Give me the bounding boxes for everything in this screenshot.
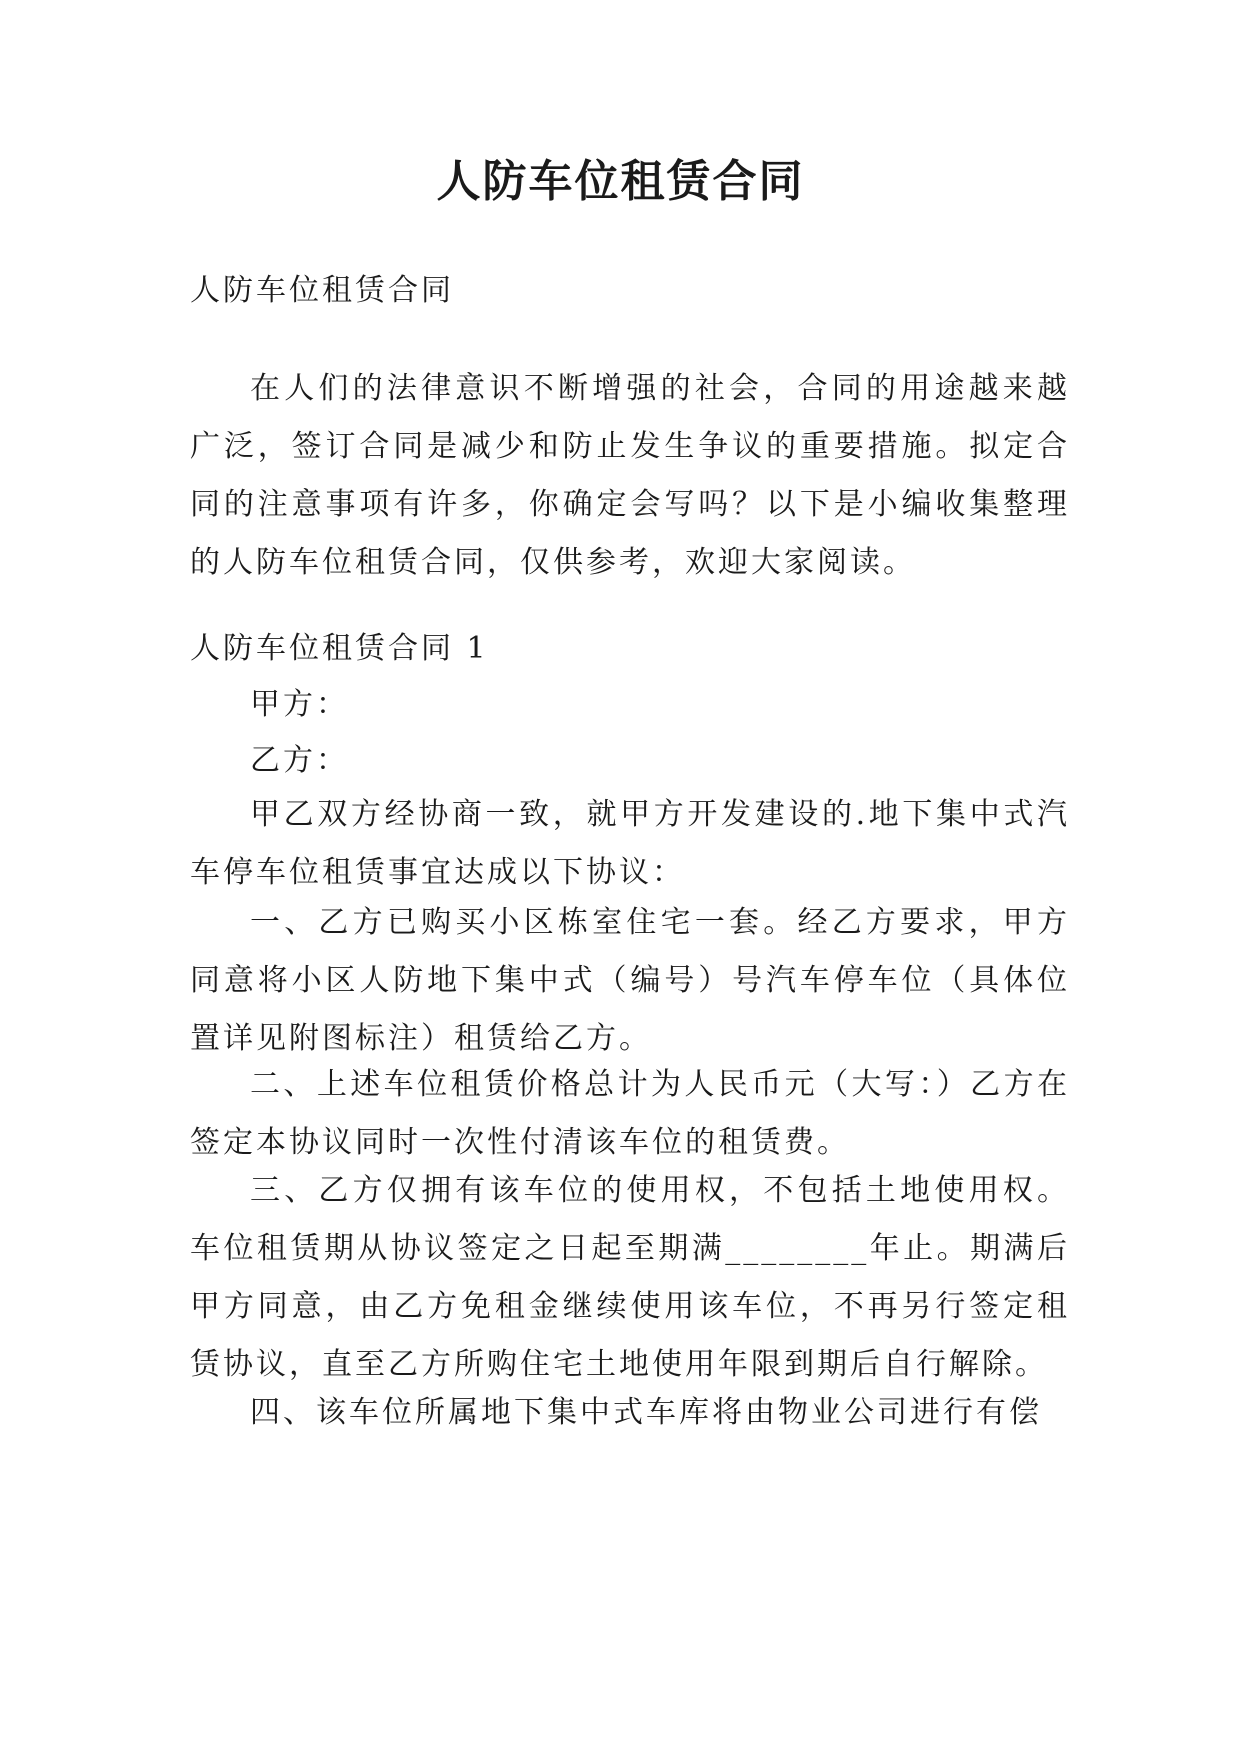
section-heading: 人防车位租赁合同 1 (190, 631, 489, 666)
party-b-field: 乙方： (250, 743, 349, 778)
clause-2-paragraph: 二、上述车位租赁价格总计为人民币元（大写：）乙方在签定本协议同时一次性付清该车位的租赁费。 (190, 1067, 1070, 1160)
document-title: 人防车位租赁合同 (436, 156, 805, 207)
clause-4-paragraph: 四、该车位所属地下集中式车库将由物业公司进行有偿 (250, 1395, 1042, 1430)
clause-3-paragraph: 三、乙方仅拥有该车位的使用权，不包括土地使用权。车位租赁期从协议签定之日起至期满________年止。期满后甲方同意，由乙方免租金继续使用该车位，不再另行签定租赁协议，直至乙方所购住宅土地使用年限到期后自行解除。 (190, 1173, 1070, 1382)
clause-1-paragraph: 一、乙方已购买小区栋室住宅一套。经乙方要求，甲方同意将小区人防地下集中式（编号）号汽车停车位（具体位置详见附图标注）租赁给乙方。 (190, 905, 1070, 1056)
party-a-field: 甲方： (250, 687, 349, 722)
intro-paragraph: 在人们的法律意识不断增强的社会，合同的用途越来越广泛，签订合同是减少和防止发生争议的重要措施。拟定合同的注意事项有许多，你确定会写吗？以下是小编收集整理的人防车位租赁合同，仅供参考，欢迎大家阅读。 (190, 371, 1070, 580)
preamble-paragraph: 甲乙双方经协商一致，就甲方开发建设的.地下集中式汽车停车位租赁事宜达成以下协议： (190, 797, 1070, 890)
document-subtitle: 人防车位租赁合同 (190, 273, 454, 308)
